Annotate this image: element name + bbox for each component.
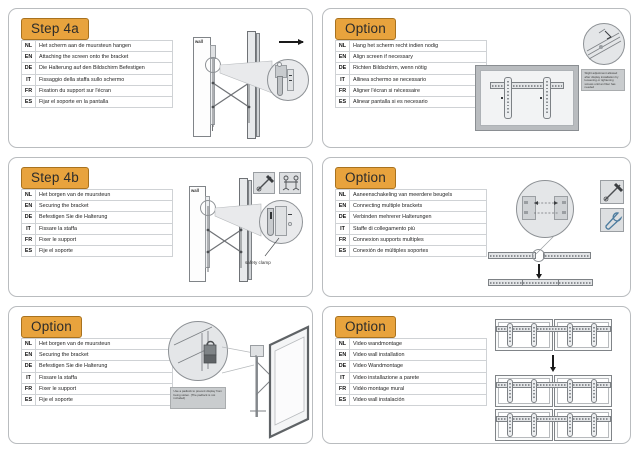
panel-badge: Step 4a (21, 18, 89, 40)
language-text: Fissaggio della staffa sullo schermo (36, 74, 173, 85)
table-row (336, 201, 487, 212)
diagram-video-wall-grid (495, 319, 625, 439)
language-code: EN (336, 350, 350, 361)
language-code: EN (336, 201, 350, 212)
table-row (336, 223, 487, 234)
language-text: Het borgen van de muursteun (36, 339, 173, 350)
detail-padlock-closeup (172, 325, 226, 379)
table-row (22, 190, 173, 201)
language-text: Befestigen Sie die Halterung (36, 361, 173, 372)
panel-badge: Option (335, 167, 396, 189)
detail-connection-arrows (534, 198, 558, 220)
table-row (22, 223, 173, 234)
language-code: IT (336, 223, 350, 234)
videowall-bottom-arm-5 (507, 413, 513, 437)
table-row (22, 339, 173, 350)
language-text: Connexion supports multiples (350, 234, 487, 245)
detail-screw-1 (288, 214, 292, 215)
detail-clamp-body (275, 206, 287, 236)
language-code: IT (22, 223, 36, 234)
language-code: FR (22, 383, 36, 394)
language-code: ES (22, 245, 36, 256)
language-text: Aaneenschakeling van meerdere beugels (350, 190, 487, 201)
detail-screw-2 (288, 222, 292, 226)
language-code: FR (336, 234, 350, 245)
table-row (22, 234, 173, 245)
panel-connecting-brackets (322, 157, 631, 297)
language-text: Allinea schermo se necessario (350, 74, 487, 85)
display-rear-inner (480, 70, 574, 126)
videowall-bottom-arm-8 (591, 413, 597, 437)
diagram-padlock-securing-display (164, 321, 309, 439)
table-row (336, 74, 487, 85)
language-text: Staffe di collegamento più (350, 223, 487, 234)
language-text: Verbinden mehrerer Halterungen (350, 212, 487, 223)
videowall-bottom-arm-2 (531, 379, 537, 403)
language-text: Align screen if necessary (350, 52, 487, 63)
table-row (336, 63, 487, 74)
arm-fixing-right (540, 97, 542, 99)
language-code: ES (22, 394, 36, 405)
language-text: Befestigen Sie die Halterung (36, 212, 173, 223)
language-code: ES (336, 245, 350, 256)
language-table (21, 338, 173, 406)
language-text: Conexión de múltiples soportes (350, 245, 487, 256)
language-text: Fije el soporte (36, 245, 173, 256)
language-code: NL (22, 190, 36, 201)
language-table (335, 338, 487, 406)
table-row (336, 372, 487, 383)
diagram-screen-onto-bracket-side-view (187, 29, 309, 141)
language-code: ES (336, 96, 350, 107)
language-text: Connecting multiple brackets (350, 201, 487, 212)
rail-joint-mark-2 (558, 279, 559, 286)
bracket-arm-right (543, 77, 551, 119)
table-row (336, 350, 487, 361)
table-row (22, 96, 173, 107)
wall-label: wall (191, 188, 199, 193)
videowall-bottom-arm-3 (567, 379, 573, 403)
panel-badge: Step 4b (21, 167, 89, 189)
joint-source-circle (532, 249, 545, 262)
diagram-connecting-multiple-rails (488, 178, 628, 290)
arm-fixing-left (501, 97, 503, 99)
table-row (336, 361, 487, 372)
detail-hole-l2 (524, 211, 528, 214)
bracket-arm-left (504, 77, 512, 119)
language-text: Video wandmontage (350, 339, 487, 350)
detail-bolt-icon (277, 62, 282, 67)
language-text: Hang het scherm recht indien nodig (350, 41, 487, 52)
language-text: Fissare la staffa (36, 223, 173, 234)
language-code: DE (336, 212, 350, 223)
two-persons-icon (279, 172, 301, 194)
table-row (22, 245, 173, 256)
language-code: ES (22, 96, 36, 107)
table-row (22, 350, 173, 361)
panel-badge: Option (335, 316, 396, 338)
safety-clamp-leader (259, 238, 285, 260)
language-code: IT (22, 74, 36, 85)
table-row (22, 41, 173, 52)
videowall-bottom-arm-4 (591, 379, 597, 403)
language-text: Attaching the screen onto the bracket (36, 52, 173, 63)
language-text: Aligner l'écran si nécessaire (350, 85, 487, 96)
language-code: NL (22, 41, 36, 52)
adjustment-note: Slight adjustment allowed after display installation by loosening or tightening screws until an fitter has needed (581, 69, 625, 91)
table-row (336, 52, 487, 63)
language-text: Fije el soporte (36, 394, 173, 405)
wall-rail (490, 82, 564, 89)
language-text: Securing the bracket (36, 201, 173, 212)
language-code: NL (336, 190, 350, 201)
direction-arrow-down (552, 355, 554, 367)
diagram-screen-alignment-rear-view (473, 21, 628, 141)
table-row (336, 339, 487, 350)
table-row (22, 74, 173, 85)
language-code: EN (22, 201, 36, 212)
panel-video-wall (322, 306, 631, 444)
table-row (336, 245, 487, 256)
safety-clamp-label: safety clamp (245, 260, 271, 265)
table-row (336, 383, 487, 394)
panel-align-screen (322, 8, 631, 148)
language-text: Fixation du support sur l'écran (36, 85, 173, 96)
language-text: Video wall instalación (350, 394, 487, 405)
language-code: NL (336, 41, 350, 52)
screwdriver-not-allowed-icon (600, 180, 624, 204)
language-code: NL (22, 339, 36, 350)
language-text: Fijar el soporte en la pantalla (36, 96, 173, 107)
table-row (22, 52, 173, 63)
screwdriver-not-allowed-icon (253, 172, 275, 194)
table-row (336, 234, 487, 245)
panel-badge: Option (335, 18, 396, 40)
table-row (336, 85, 487, 96)
wall-label: wall (195, 39, 203, 44)
language-text: Die Halterung auf den Bildschirm Befestigen (36, 63, 173, 74)
language-table (21, 189, 173, 257)
detail-hole-r1 (562, 201, 566, 204)
detail-screw-2 (289, 80, 292, 81)
videowall-bottom-arm-1 (507, 379, 513, 403)
language-text: Vidéo montage mural (350, 383, 487, 394)
language-code: NL (336, 339, 350, 350)
videowall-top-arm-4 (591, 323, 597, 347)
detail-hole-l1 (524, 201, 528, 204)
table-row (336, 190, 487, 201)
videowall-top-arm-3 (567, 323, 573, 347)
language-code: IT (336, 372, 350, 383)
detail-rail-closeup (585, 27, 625, 65)
language-text: Video wall installation (350, 350, 487, 361)
panel-padlock-securing (8, 306, 313, 444)
padlock-note: Use a padlock to prevent display from being stolen. (The padlock is not included) (170, 387, 226, 409)
panel-step-4b (8, 157, 313, 297)
panel-step-4a (8, 8, 313, 148)
table-row (336, 96, 487, 107)
language-code: FR (336, 383, 350, 394)
table-row (22, 372, 173, 383)
language-text: Het borgen van de muursteun (36, 190, 173, 201)
detail-cone (218, 61, 274, 95)
language-table (21, 40, 173, 108)
language-code: FR (22, 234, 36, 245)
language-code: DE (22, 361, 36, 372)
language-text: Het scherm aan de muursteun hangen (36, 41, 173, 52)
language-text: Video installazione a parete (350, 372, 487, 383)
detail-hook-arm (277, 76, 283, 96)
wrench-icon (600, 208, 624, 232)
language-code: DE (336, 361, 350, 372)
direction-arrow (279, 41, 303, 43)
table-row (336, 394, 487, 405)
table-row (22, 201, 173, 212)
language-code: EN (336, 52, 350, 63)
diagram-securing-bracket-side-view (187, 172, 311, 292)
direction-arrow-down (538, 264, 540, 274)
table-row (22, 361, 173, 372)
table-row (22, 63, 173, 74)
table-row (22, 383, 173, 394)
language-code: FR (22, 85, 36, 96)
table-row (22, 394, 173, 405)
videowall-top-arm-1 (507, 323, 513, 347)
table-row (336, 41, 487, 52)
table-row (22, 85, 173, 96)
language-code: DE (22, 63, 36, 74)
rail-joint-mark-1 (522, 279, 523, 286)
rail-segment-right (543, 252, 591, 259)
language-text: Alinear pantalla si es necesario (350, 96, 487, 107)
language-text: Video Wandmontage (350, 361, 487, 372)
table-row (22, 212, 173, 223)
rail-segment-left (488, 252, 536, 259)
videowall-top-arm-2 (531, 323, 537, 347)
detail-cone (213, 204, 263, 238)
language-code: EN (22, 52, 36, 63)
language-code: DE (336, 63, 350, 74)
language-text: Securing the bracket (36, 350, 173, 361)
detail-hole-r2 (562, 211, 566, 214)
language-text: Richten Bildschirm, wenn nötig (350, 63, 487, 74)
language-table (335, 189, 487, 257)
panel-badge: Option (21, 316, 82, 338)
rail-joined (488, 279, 593, 286)
detail-screw-1 (289, 75, 292, 76)
language-code: IT (336, 74, 350, 85)
display-panel-perspective (264, 327, 310, 439)
language-text: Fixer le support (36, 234, 173, 245)
language-code: EN (22, 350, 36, 361)
language-code: FR (336, 85, 350, 96)
table-row (336, 212, 487, 223)
detail-pin (270, 212, 272, 219)
language-code: ES (336, 394, 350, 405)
videowall-bottom-arm-7 (567, 413, 573, 437)
language-code: DE (22, 212, 36, 223)
language-table (335, 40, 487, 108)
language-text: Fixer le support (36, 383, 173, 394)
language-text: Fissare la staffa (36, 372, 173, 383)
videowall-bottom-arm-6 (531, 413, 537, 437)
language-code: IT (22, 372, 36, 383)
